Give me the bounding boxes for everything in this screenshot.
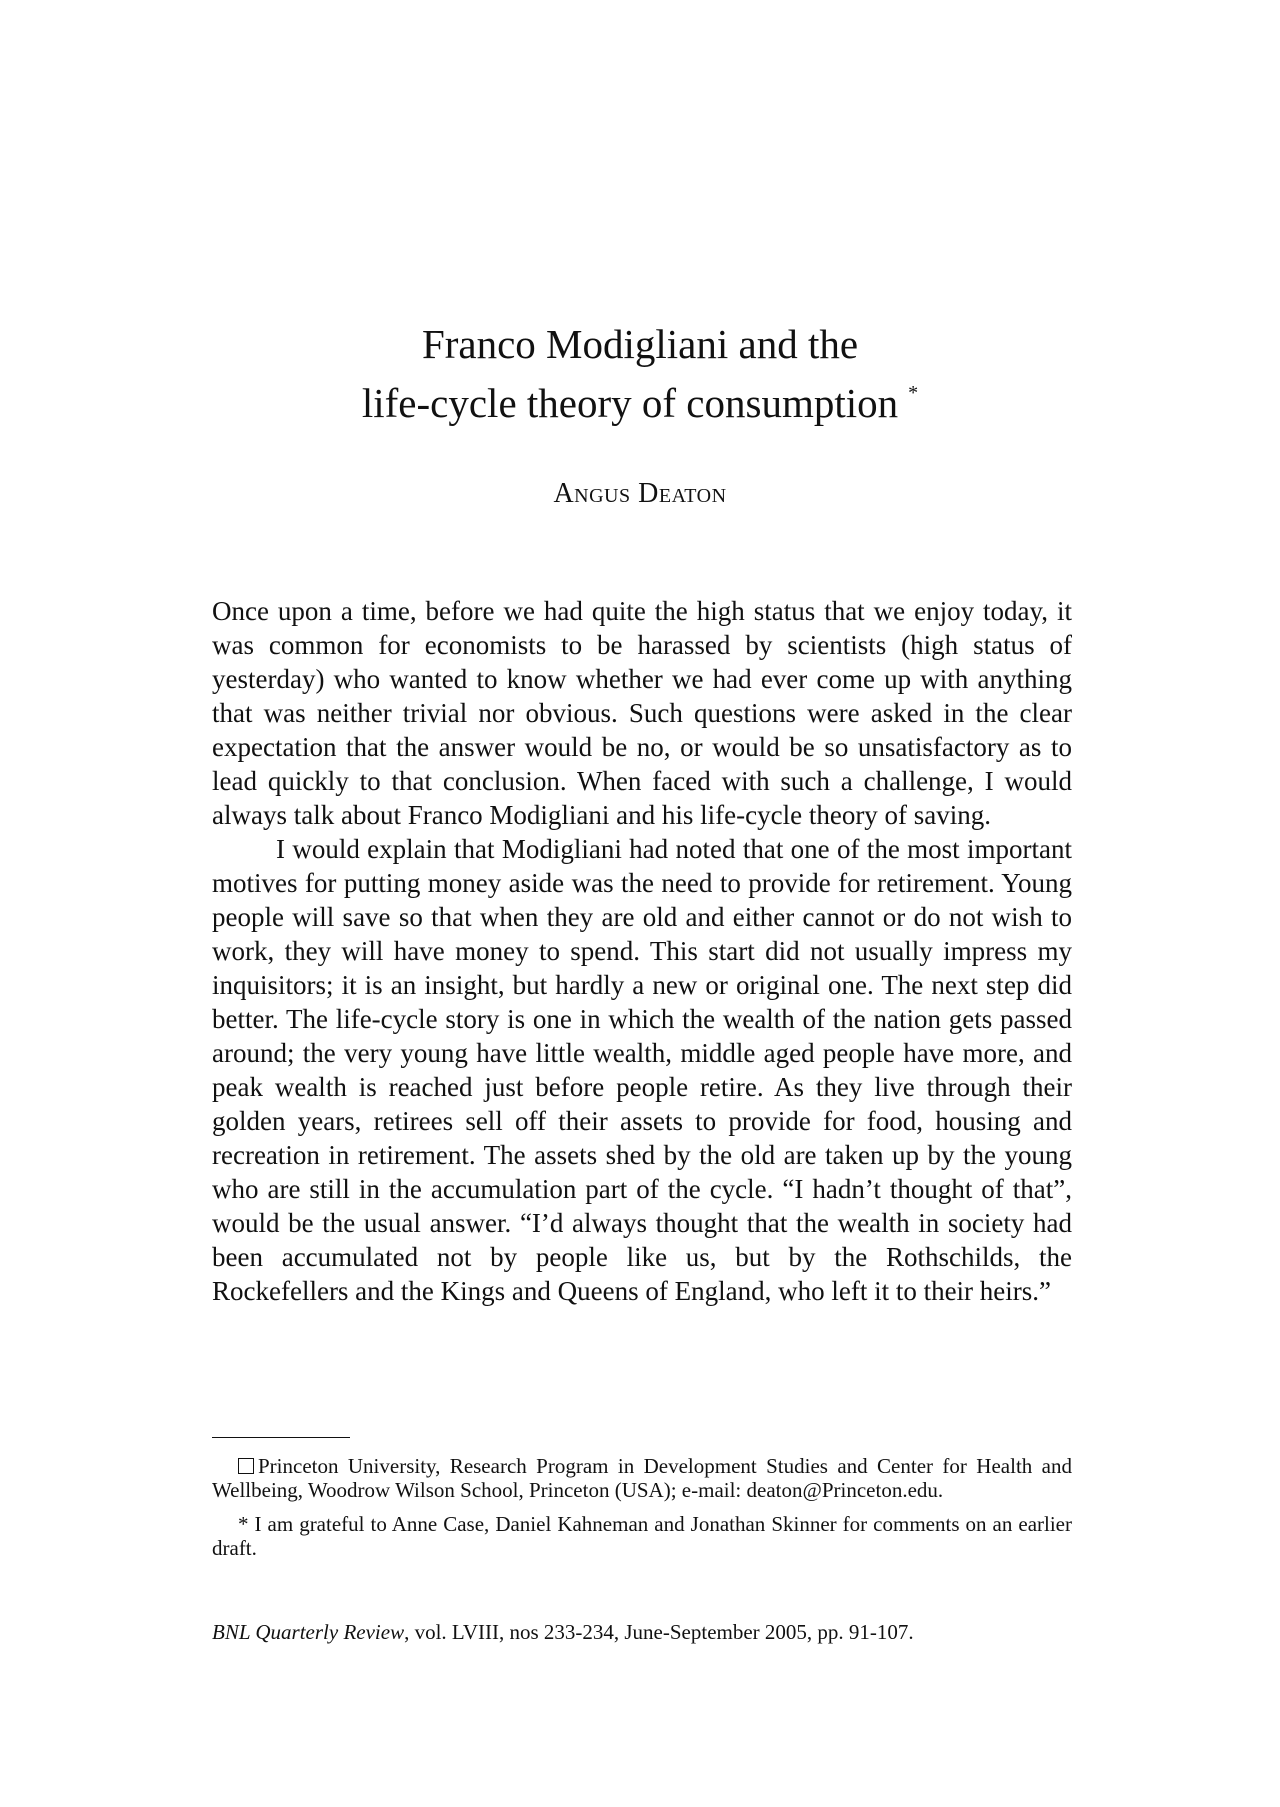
author-name: Angus Deaton: [553, 478, 727, 509]
journal-name: BNL Quarterly Review: [212, 1620, 405, 1644]
citation-details: , vol. LVIII, nos 233-234, June-September 2005, pp. 91-107.: [404, 1620, 914, 1644]
journal-citation: [212, 1620, 1072, 1644]
paragraph-2: I would explain that Modigliani had noted that one of the most important motives for putting money aside was the need to provide for retirement. Young people will save so that when they are old and either cannot or do not wish to work, they will have money to spend. This start did not usually impress my inquisitors; it is an insight, but hardly a new or original one. The next step did better. The life-cycle story is one in which the wealth of the nation gets passed around; the very young have little wealth, middle aged people have more, and peak wealth is reached just before people retire. As they live through their golden years, retirees sell off their assets to provide for food, housing and recreation in retirement. The assets shed by the old are taken up by the young who are still in the accumulation part of the cycle. “I hadn’t thought of that”, would be the usual answer. “I’d always thought that the wealth in society had been accumulated not by people like us, but by the Rothschilds, the Rockefellers and the Kings and Queens of England, who left it to their heirs.”: [212, 834, 1072, 1306]
article-title: [0, 320, 1280, 428]
footnote-affiliation-text: Princeton University, Research Program in Development Studies and Center for Health and Wellbeing, Woodrow Wilson School, Princeton (USA); e-mail: deaton@Princeton.edu.: [212, 1454, 1072, 1502]
title-footnote-marker: *: [908, 382, 919, 404]
footnote-affiliation: [212, 1454, 1072, 1502]
footnotes: [212, 1454, 1072, 1570]
box-icon: [238, 1458, 254, 1474]
footnote-acknowledgement: [212, 1512, 1072, 1560]
footnote-divider: [212, 1437, 350, 1438]
footnote-acknowledgement-text: I am grateful to Anne Case, Daniel Kahneman and Jonathan Skinner for comments on an earlier draft.: [212, 1512, 1072, 1560]
paragraph-1: Once upon a time, before we had quite the high status that we enjoy today, it was common for economists to be harassed by scientists (high status of yesterday) who wanted to know whether we had ever come up with anything that was neither trivial nor obvious. Such questions were asked in the clear expectation that the answer would be no, or would be so unsatisfactory as to lead quickly to that conclusion. When faced with such a challenge, I would always talk about Franco Modigliani and his life-cycle theory of saving.: [212, 596, 1072, 830]
title-line-2: [0, 369, 1280, 428]
title-line-1: Franco Modigliani and the: [421, 321, 859, 367]
article-body: [212, 594, 1072, 1308]
title-line-2-text: life-cycle theory of consumption: [361, 380, 899, 426]
footnote-star-marker: *: [238, 1512, 249, 1536]
